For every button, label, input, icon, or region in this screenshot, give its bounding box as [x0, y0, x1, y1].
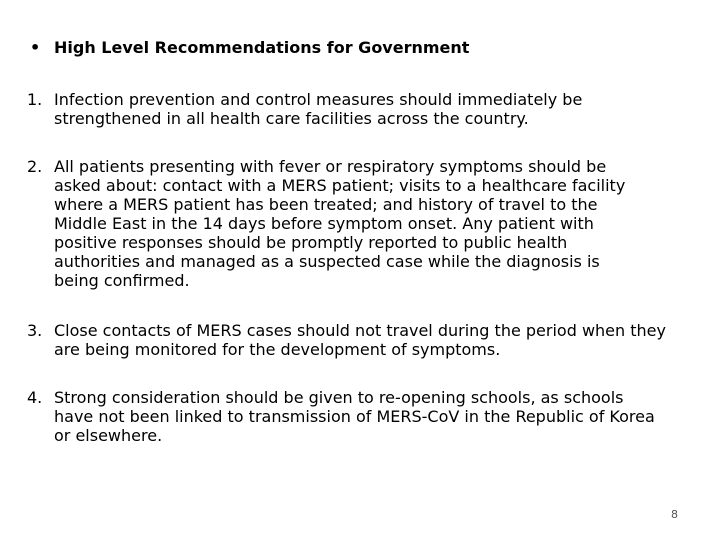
item-number: 4.	[27, 388, 43, 407]
page-number: 8	[671, 508, 678, 521]
item-number: 2.	[27, 157, 43, 176]
recommendation-item	[27, 388, 667, 445]
item-number: 1.	[27, 90, 43, 109]
recommendation-item	[27, 321, 667, 359]
item-text: Strong consideration should be given to re-opening schools, as schools have not been linked to transmission of MERS-CoV in the Republic of Korea or elsewhere.	[54, 388, 655, 445]
heading-title: High Level Recommendations for Government	[54, 38, 470, 57]
item-text: All patients presenting with fever or respiratory symptoms should be asked about: contact with a MERS patient; visits to a healthcare facility where a MERS patient has been treated; and history of travel to the Middle East in the 14 days before symptom onset. Any patient with positive responses should be promptly reported to public health authorities and managed as a suspected case while the diagnosis is being confirmed.	[54, 157, 626, 290]
recommendation-item	[27, 157, 647, 290]
slide-heading	[30, 38, 469, 57]
item-text: Close contacts of MERS cases should not travel during the period when they are being monitored for the development of symptoms.	[54, 321, 666, 359]
item-text: Infection prevention and control measures should immediately be strengthened in all health care facilities across the country.	[54, 90, 583, 128]
item-number: 3.	[27, 321, 43, 340]
heading-bullet: •	[30, 38, 41, 57]
recommendation-item	[27, 90, 647, 128]
